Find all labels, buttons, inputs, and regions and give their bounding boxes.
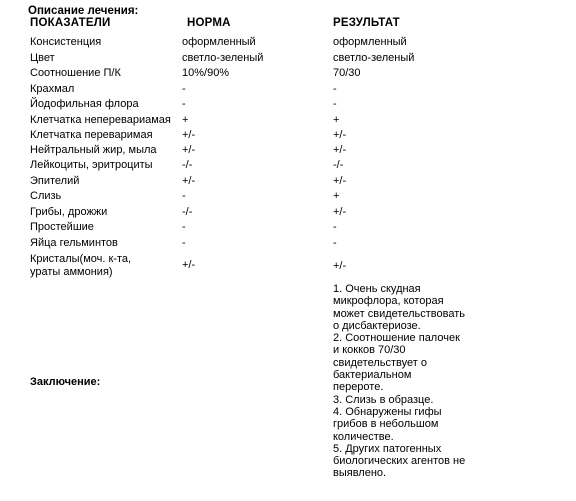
row-norm-value: оформленный	[182, 36, 256, 48]
row-norm-value: +	[182, 114, 189, 126]
row-norm-value: -/-	[182, 206, 193, 218]
row-result-value: +/-	[333, 144, 347, 156]
conclusion-item: 3. Слизь в образце.	[333, 393, 434, 406]
header-indicators: ПОКАЗАТЕЛИ	[30, 17, 111, 29]
row-result-value: -/-	[333, 159, 344, 171]
conclusion-item: 4. Обнаружены гифы грибов в небольшом количестве.	[333, 405, 442, 443]
row-result-value: +	[333, 190, 340, 202]
row-norm-value: -	[182, 237, 186, 249]
row-indicator-name: Клетчатка неперевариамая	[30, 114, 171, 126]
row-indicator-name: Соотношение П/К	[30, 67, 121, 79]
row-norm-value: +/-	[182, 129, 196, 141]
conclusion-label: Заключение:	[30, 376, 101, 388]
row-result-value: оформленный	[333, 36, 407, 48]
header-norm: НОРМА	[187, 17, 231, 29]
row-indicator-name: Клетчатка переваримая	[30, 129, 153, 141]
row-result-value: -	[333, 98, 337, 110]
row-norm-value: -	[182, 83, 186, 95]
row-norm-value: 10%/90%	[182, 67, 230, 79]
row-result-value: +/-	[333, 206, 347, 218]
row-result-value: -	[333, 221, 337, 233]
row-indicator-name: Крахмал	[30, 83, 75, 95]
row-indicator-name: Грибы, дрожжи	[30, 206, 108, 218]
row-indicator-name: Лейкоциты, эритроциты	[30, 159, 153, 171]
row-indicator-name: Цвет	[30, 52, 55, 64]
conclusion-item: 2. Соотношение палочек и кокков 70/30 свидетельствует о бактериальном перероте.	[333, 332, 460, 394]
row-norm-value: +/-	[182, 259, 196, 271]
row-norm-value: -	[182, 190, 186, 202]
row-result-value: -	[333, 83, 337, 95]
row-result-value: +/-	[333, 260, 347, 272]
conclusion-item: 1. Очень скудная микрофлора, которая может свидетельствовать о дисбактериозе.	[333, 283, 465, 332]
row-result-value: +/-	[333, 175, 347, 187]
row-result-value: +/-	[333, 129, 347, 141]
conclusion-item: 5. Других патогенных биологических агентов не выявлено.	[333, 442, 466, 480]
row-indicator-name: Кристалы(моч. к-та, ураты аммония)	[30, 253, 132, 278]
row-indicator-name: Слизь	[30, 190, 62, 202]
row-result-value: +	[333, 114, 340, 126]
row-indicator-name: Эпителий	[30, 175, 80, 187]
row-norm-value: -	[182, 221, 186, 233]
document-title: Описание лечения:	[28, 5, 139, 17]
row-indicator-name: Простейшие	[30, 221, 94, 233]
row-indicator-name: Нейтральный жир, мыла	[30, 144, 157, 156]
row-norm-value: светло-зеленый	[182, 52, 264, 64]
row-result-value: 70/30	[333, 67, 361, 79]
row-norm-value: +/-	[182, 175, 196, 187]
row-indicator-name: Яйца гельминтов	[30, 237, 118, 249]
conclusion-text	[333, 283, 513, 480]
row-norm-value: -	[182, 98, 186, 110]
header-result: РЕЗУЛЬТАТ	[333, 17, 400, 29]
row-result-value: -	[333, 237, 337, 249]
row-norm-value: -/-	[182, 159, 193, 171]
row-indicator-name: Консистенция	[30, 36, 102, 48]
row-indicator-name: Йодофильная флора	[30, 98, 139, 110]
row-result-value: светло-зеленый	[333, 52, 415, 64]
row-norm-value: +/-	[182, 144, 196, 156]
